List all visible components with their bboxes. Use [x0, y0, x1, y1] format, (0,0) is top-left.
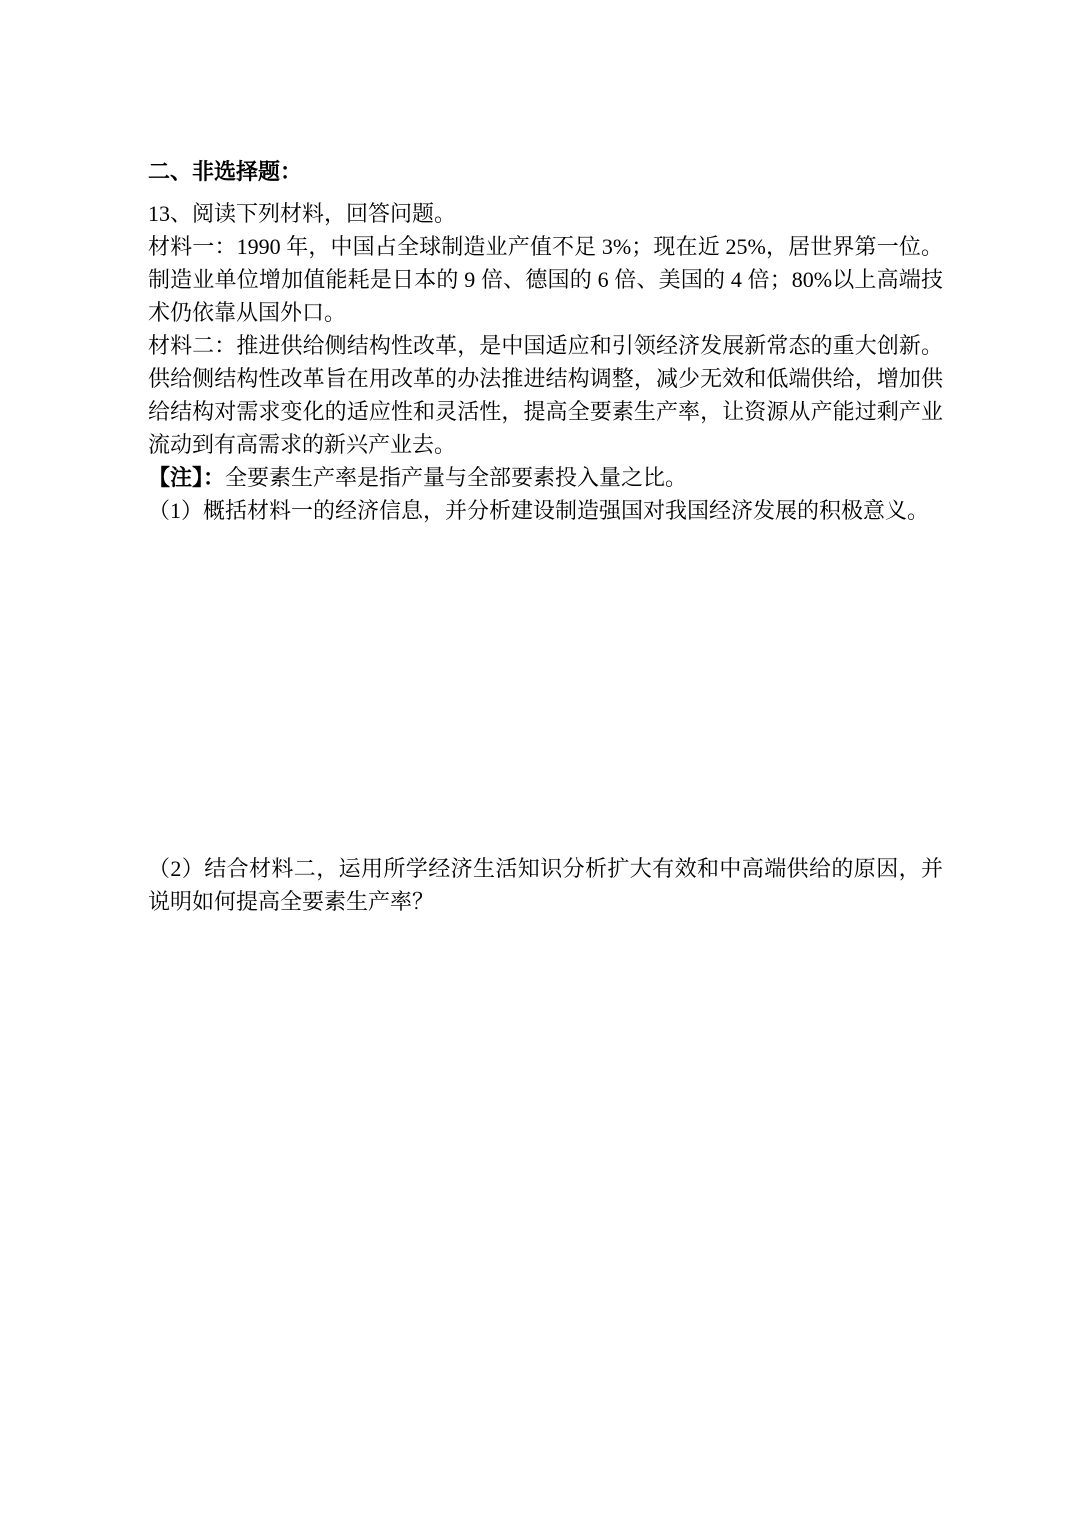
- note-label: 【注】：: [148, 465, 226, 490]
- note-line: [148, 461, 943, 494]
- section-heading: 二、非选择题：: [148, 159, 303, 184]
- note-text: 全要素生产率是指产量与全部要素投入量之比。: [225, 465, 688, 490]
- answer-space: [148, 527, 943, 852]
- question-13-intro: 13、阅读下列材料，回答问题。: [148, 201, 457, 226]
- material-one-paragraph: 材料一：1990 年，中国占全球制造业产值不足 3%；现在近 25%，居世界第一位。制造业单位增加值能耗是日本的 9 倍、德国的 6 倍、美国的 4 倍；80%以上高端技术仍依靠从国外口。: [148, 234, 943, 325]
- question-content: [148, 155, 943, 918]
- material-two-paragraph: 材料二：推进供给侧结构性改革，是中国适应和引领经济发展新常态的重大创新。供给侧结构性改革旨在用改革的办法推进结构调整，减少无效和低端供给，增加供给结构对需求变化的适应性和灵活性，提高全要素生产率，让资源从产能过剩产业流动到有高需求的新兴产业去。: [148, 333, 943, 457]
- sub-question-1: （1）概括材料一的经济信息，并分析建设制造强国对我国经济发展的积极意义。: [148, 498, 930, 523]
- sub-question-2: （2）结合材料二，运用所学经济生活知识分析扩大有效和中高端供给的原因，并说明如何提高全要素生产率？: [148, 856, 943, 914]
